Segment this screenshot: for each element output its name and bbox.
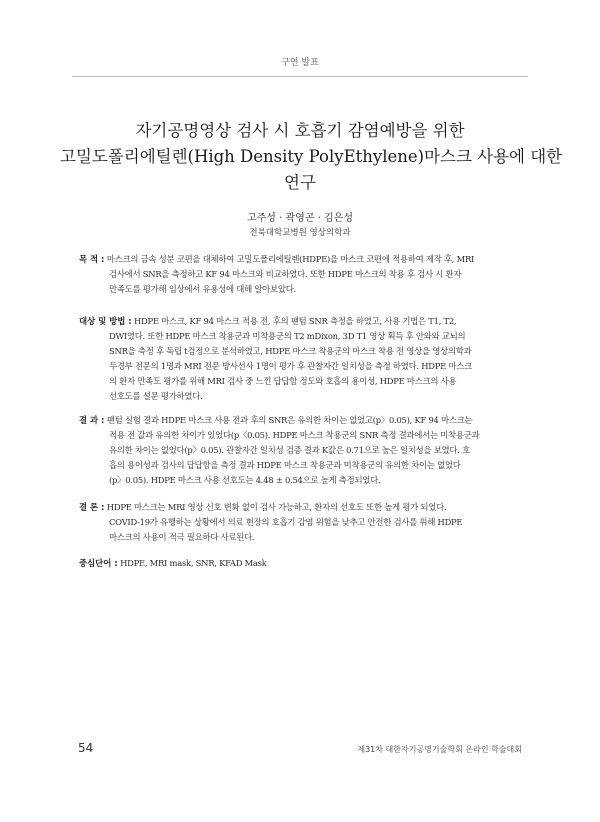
purpose-label: 목 적 : xyxy=(79,254,105,264)
running-header: 구연 발표 xyxy=(281,58,319,68)
purpose-text-line: 마스크의 금속 성분 코편을 대체하여 고밀도폴리에틸렌(HDPE)을 마스크 코편에 적용하여 제작 후, MRI xyxy=(106,254,475,264)
header-rule xyxy=(72,76,528,77)
methods-text-line: 두경부 전문의 1명과 MRI 전문 방사선사 1명이 평가 후 관찰자간 일치성을 측정 하였다. HDPE 마스크 xyxy=(109,361,472,371)
methods-text-line: HDPE 마스크, KF 94 마스크 적용 전, 후의 팬텀 SNR 측정을 하였고, 사용 기법은 T1, T2, xyxy=(133,316,457,326)
conclusion-section xyxy=(79,500,522,545)
page-number: 54 xyxy=(78,741,94,755)
results-text-line: 적용 전 값과 유의한 차이가 있었다(p〈0.05). HDPE 마스크 착용군의 SNR 측정 결과에서는 미착용군과 xyxy=(109,430,480,440)
methods-text-line: 선호도를 설문 평가하였다. xyxy=(109,391,203,401)
methods-text-line: DWI였다. 또한 HDPE 마스크 착용군과 미착용군의 T2 mDixon, 3D T1 영상 획득 후 안와와 교뇌의 xyxy=(109,331,466,341)
keywords-text: HDPE, MRI mask, SNR, KFAD Mask xyxy=(120,558,267,568)
purpose-text-line: 검사에서 SNR을 측정하고 KF 94 마스크와 비교하였다. 또한 HDPE 마스크의 착용 후 검사 시 환자 xyxy=(109,269,462,279)
methods-label: 대상 및 방법 : xyxy=(79,316,132,326)
methods-text-line: 의 환자 만족도 평가를 위해 MRI 검사 중 느낀 답답함 정도와 호흡의 용이성, HDPE 마스크의 사용 xyxy=(109,376,457,386)
paper-title xyxy=(60,118,563,196)
purpose-section xyxy=(79,252,522,297)
conclusion-text-line: COVID-19가 유행하는 상황에서 의료 현장의 호흡기 감염 위험을 낮추고 안전한 검사를 위해 HDPE xyxy=(109,517,463,527)
conference-name: 제31차 대한자기공명기술학회 온라인 학술대회 xyxy=(357,745,522,754)
results-label: 결 과 : xyxy=(79,415,105,425)
conclusion-label: 결 론 : xyxy=(79,502,105,512)
conclusion-text-line: HDPE 마스크는 MRI 영상 신호 변화 없이 검사 가능하고, 환자의 선호도 또한 높게 평가 되었다. xyxy=(106,502,447,512)
keywords-label: 중심단어 : xyxy=(79,558,118,568)
affiliation: 전북대학교병원 영상의학과 xyxy=(249,228,351,238)
results-text-line: 유의한 차이는 없었다(p〉0.05). 관찰자간 일치성 검증 결과 K값은 0.71으로 높은 일치성을 보였다. 호 xyxy=(109,445,470,455)
keywords-section xyxy=(79,556,522,571)
conclusion-text-line: 마스크의 사용이 적극 필요하다 사료된다. xyxy=(109,532,255,542)
results-section xyxy=(79,413,522,488)
title-line-3: 연구 xyxy=(284,173,316,192)
authors: 고주성 · 곽영곤 · 김은성 xyxy=(246,213,353,224)
purpose-text-line: 만족도를 평가해 임상에서 유용성에 대해 알아보았다. xyxy=(109,284,296,294)
methods-text-line: SNR을 측정 후 독립 t검정으로 분석하였고, HDPE 마스크 착용군의 마스크 착용 전 영상을 영상의학과 xyxy=(109,346,472,356)
title-line-2: 고밀도폴리에틸렌(High Density PolyEthylene)마스크 사용에 대한 xyxy=(60,147,563,166)
results-text-line: 팬텀 실험 결과 HDPE 마스크 사용 전과 후의 SNR은 유의한 차이는 없었고(p〉0.05), KF 94 마스크는 xyxy=(106,415,473,425)
title-line-1: 자기공명영상 검사 시 호흡기 감염예방을 위한 xyxy=(135,121,465,140)
methods-section xyxy=(79,314,522,404)
results-text-line: 흡의 용이성과 검사의 답답함을 측정 결과 HDPE 마스크 착용군과 미착용군의 유의한 차이는 없었다 xyxy=(109,460,461,470)
results-text-line: (p〉0.05). HDPE 마스크 사용 선호도는 4.48 ± 0.54으로 높게 측정되었다. xyxy=(109,475,381,485)
